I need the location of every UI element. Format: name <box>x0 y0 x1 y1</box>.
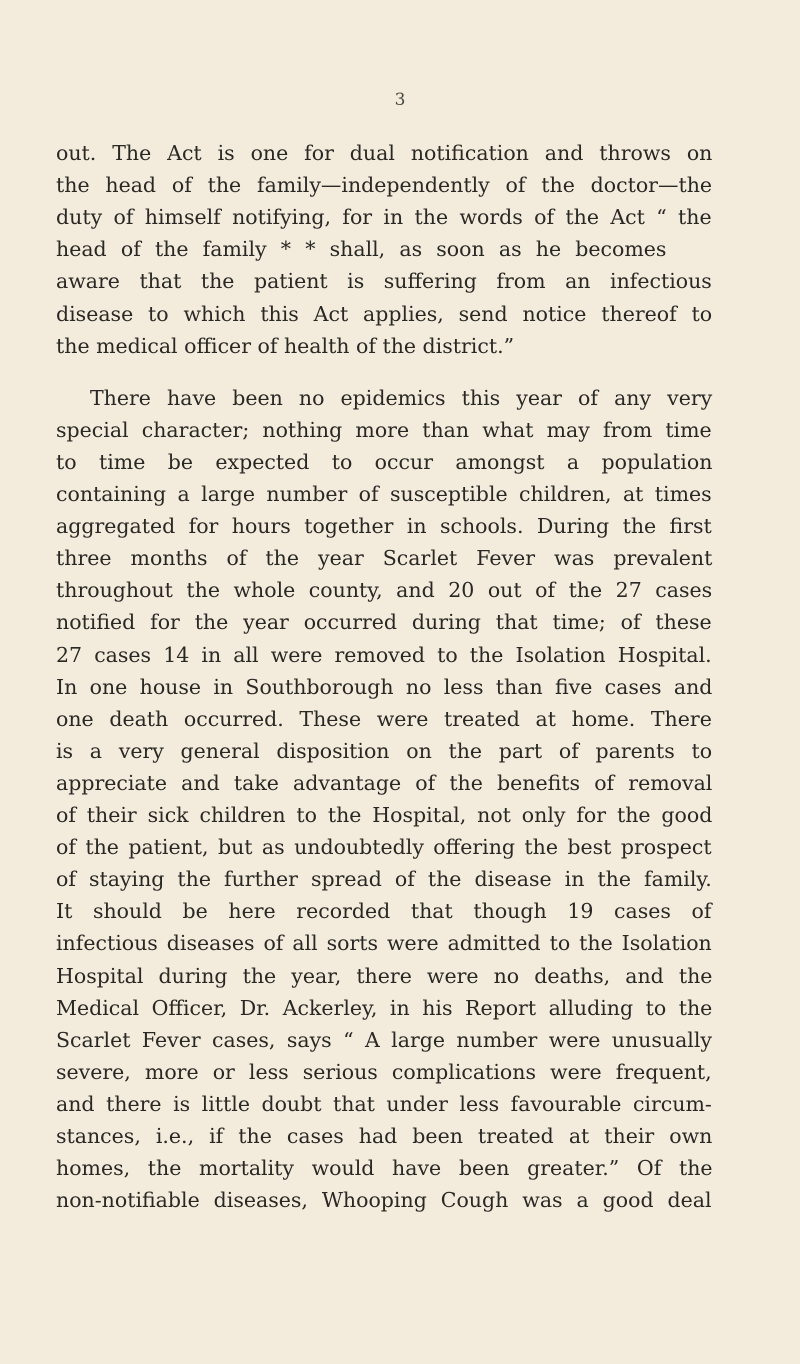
text-line: and there is little doubt that under less favourable circum- <box>56 1092 712 1116</box>
text-line: It should be here recorded that though 19 cases of <box>56 899 712 923</box>
text-line: is a very general disposition on the part of parents to <box>56 739 713 763</box>
text-line: out. The Act is one for dual notification and throws on <box>56 141 713 165</box>
text-line: three months of the year Scarlet Fever was prevalent <box>56 546 713 570</box>
text-line: the medical officer of health of the district.” <box>56 334 515 358</box>
text-line: of staying the further spread of the disease in the family. <box>56 867 712 891</box>
text-line: Medical Officer, Dr. Ackerley, in his Report alluding to the <box>56 996 713 1020</box>
text-line: disease to which this Act applies, send notice thereof to <box>56 302 713 326</box>
text-line: throughout the whole county, and 20 out of the 27 cases <box>56 578 713 602</box>
text-line: of the patient, but as undoubtedly offering the best prospect <box>56 835 712 859</box>
text-line: severe, more or less serious complications were frequent, <box>56 1060 712 1084</box>
text-line: notified for the year occurred during that time; of these <box>56 610 712 634</box>
text-line: non-notifiable diseases, Whooping Cough was a good deal <box>56 1188 712 1212</box>
text-line: aware that the patient is suffering from an infectious <box>56 269 712 293</box>
text-line: one death occurred. These were treated at home. There <box>56 707 712 731</box>
text-line: head of the family * * shall, as soon as he becomes <box>56 237 667 261</box>
text-line: containing a large number of susceptible children, at times <box>56 482 712 506</box>
text-line: special character; nothing more than what may from time <box>56 418 712 442</box>
text-line: the head of the family—independently of the doctor—the <box>56 173 713 197</box>
text-line: to time be expected to occur amongst a population <box>56 450 713 474</box>
text-line: homes, the mortality would have been greater.” Of the <box>56 1156 713 1180</box>
text-line: stances, i.e., if the cases had been treated at their own <box>56 1124 713 1148</box>
text-line: appreciate and take advantage of the benefits of removal <box>56 771 713 795</box>
text-line: Scarlet Fever cases, says “ A large number were unusually <box>56 1028 712 1052</box>
text-line: duty of himself notifying, for in the words of the Act “ the <box>56 205 712 229</box>
text-line: 27 cases 14 in all were removed to the Isolation Hospital. <box>56 643 712 667</box>
text-line: infectious diseases of all sorts were admitted to the Isolation <box>56 931 712 955</box>
text-line: Hospital during the year, there were no deaths, and the <box>56 964 713 988</box>
text-line: aggregated for hours together in schools. During the first <box>56 514 712 538</box>
text-line: There have been no epidemics this year of any very <box>90 386 713 410</box>
text-line: of their sick children to the Hospital, not only for the good <box>56 803 713 827</box>
page-number: 3 <box>394 90 406 110</box>
text-line: In one house in Southborough no less than five cases and <box>56 675 713 699</box>
